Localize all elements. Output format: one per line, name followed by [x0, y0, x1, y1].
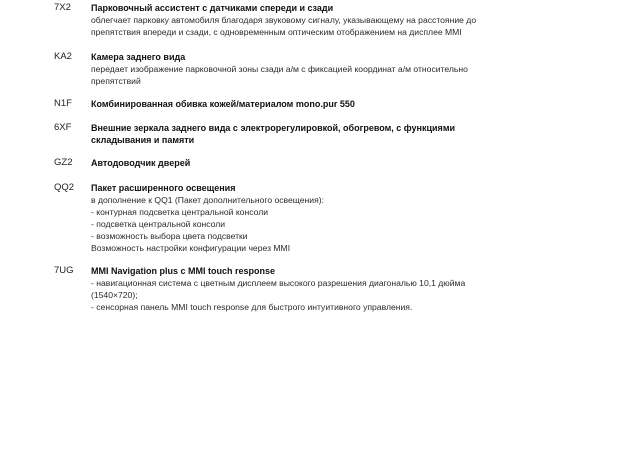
option-title: Камера заднего вида	[91, 52, 186, 62]
option-code: 6XF	[54, 122, 72, 133]
option-body	[91, 122, 591, 146]
option-title: MMI Navigation plus с MMI touch response	[91, 266, 276, 276]
option-title: Парковочный ассистент с датчиками спереди и сзади	[91, 3, 334, 13]
option-description: облегчает парковку автомобиля благодаря звуковому сигналу, указывающему на расстояние до препятствия впереди и сзади, с одновременным оптическим отображением на дисплее MMI	[91, 15, 477, 37]
option-code: 7X2	[54, 2, 71, 13]
option-title: Пакет расширенного освещения	[91, 183, 236, 193]
option-body	[91, 265, 591, 313]
option-body	[91, 51, 591, 87]
option-body	[91, 98, 591, 110]
option-body	[91, 2, 591, 38]
option-body	[91, 157, 591, 169]
option-description: - навигационная система с цветным дисплеем высокого разрешения диагональю 10,1 дюйма (1540×720); - сенсорная панель MMI touch response для быстрого интуитивного управления.	[91, 278, 466, 312]
option-code: N1F	[54, 98, 72, 109]
option-code: QQ2	[54, 182, 75, 193]
option-body	[91, 182, 591, 254]
option-description: в дополнение к QQ1 (Пакет дополнительного освещения): - контурная подсветка центральной консоли - подсветка центральной консоли - возможность выбора цвета подсветки Возможность настройки конфигурации через MMI	[91, 195, 325, 253]
option-description: передает изображение парковочной зоны сзади а/м с фиксацией координат а/м относительно препятствий	[91, 64, 468, 86]
option-code: GZ2	[54, 157, 73, 168]
option-code: KA2	[54, 51, 72, 62]
option-code: 7UG	[54, 265, 74, 276]
option-title: Автодоводчик дверей	[91, 158, 191, 168]
option-title: Комбинированная обивка кожей/материалом mono.pur 550	[91, 99, 355, 109]
option-title: Внешние зеркала заднего вида с электрорегулировкой, обогревом, с функциями складывания и памяти	[91, 123, 456, 145]
